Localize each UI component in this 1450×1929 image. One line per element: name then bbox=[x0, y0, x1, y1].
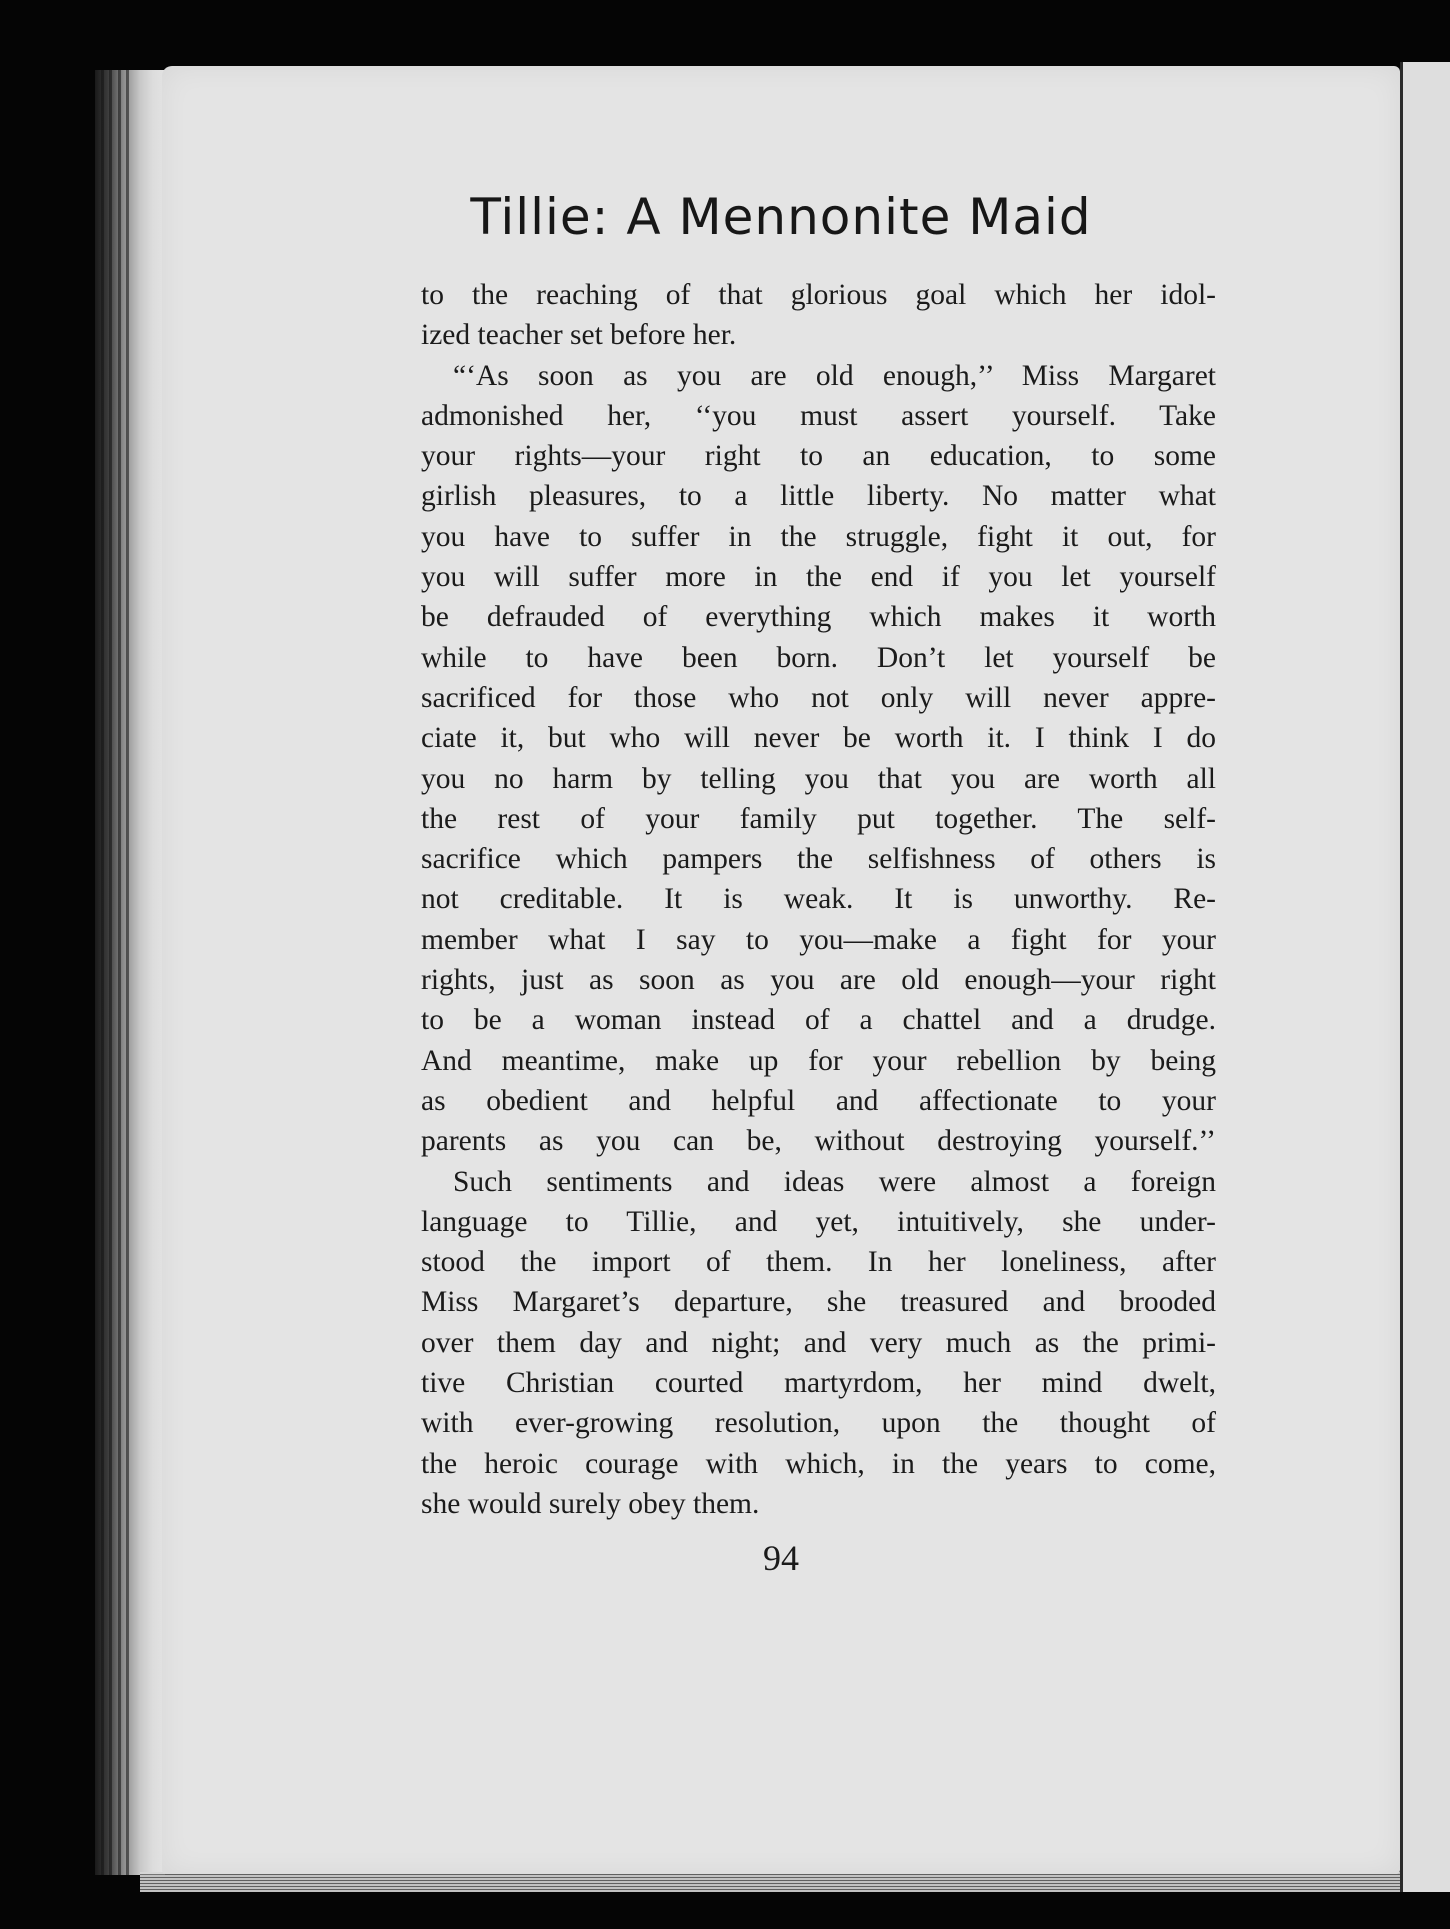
text-line: to the reaching of that glorious goal which her idol- bbox=[421, 279, 1216, 311]
text-line: “‘As soon as you are old enough,’’ Miss Margaret bbox=[453, 359, 1216, 392]
text-line: the rest of your family put together. The self- bbox=[421, 802, 1216, 835]
binding-stripe bbox=[109, 70, 112, 1875]
text-line: girlish pleasures, to a little liberty. No matter what bbox=[421, 480, 1216, 513]
text-line: rights, just as soon as you are old enough—your right bbox=[421, 964, 1216, 997]
running-head: Tillie: A Mennonite Maid bbox=[470, 188, 1092, 246]
binding-stripe bbox=[118, 70, 121, 1875]
body-text bbox=[421, 275, 1216, 1524]
text-line: as obedient and helpful and affectionate to your bbox=[421, 1084, 1216, 1117]
text-line: member what I say to you—make a fight for your bbox=[421, 923, 1216, 956]
book-binding bbox=[95, 70, 165, 1875]
text-line: And meantime, make up for your rebellion by being bbox=[421, 1044, 1216, 1077]
text-line: Such sentiments and ideas were almost a foreign bbox=[453, 1165, 1216, 1198]
text-line: tive Christian courted martyrdom, her mind dwelt, bbox=[421, 1367, 1216, 1400]
text-line: the heroic courage with which, in the years to come, bbox=[421, 1447, 1216, 1480]
text-line: be defrauded of everything which makes it worth bbox=[421, 601, 1216, 634]
text-line: she would surely obey them. bbox=[421, 1487, 760, 1520]
text-line: while to have been born. Don’t let yourself be bbox=[421, 641, 1216, 674]
text-line: to be a woman instead of a chattel and a drudge. bbox=[421, 1004, 1216, 1037]
text-line: parents as you can be, without destroying yourself.’’ bbox=[421, 1125, 1216, 1158]
text-line: over them day and night; and very much as the primi- bbox=[421, 1326, 1216, 1359]
text-line: you will suffer more in the end if you let yourself bbox=[421, 561, 1216, 594]
text-line: stood the import of them. In her loneliness, after bbox=[421, 1246, 1216, 1279]
text-line: you have to suffer in the struggle, fight it out, for bbox=[421, 520, 1216, 553]
binding-stripe bbox=[126, 70, 129, 1875]
text-line: sacrifice which pampers the selfishness of others is bbox=[421, 843, 1216, 876]
adjacent-page bbox=[1400, 62, 1450, 1892]
text-line: Miss Margaret’s departure, she treasured and brooded bbox=[421, 1286, 1216, 1319]
binding-stripe bbox=[101, 70, 104, 1875]
page-edges bbox=[140, 1872, 1410, 1892]
text-line: admonished her, ‘‘you must assert yourself. Take bbox=[421, 399, 1216, 432]
page-number: 94 bbox=[763, 1538, 799, 1578]
text-line: with ever-growing resolution, upon the thought of bbox=[421, 1407, 1216, 1440]
text-line: ciate it, but who will never be worth it. I think I do bbox=[421, 722, 1216, 755]
text-line: sacrificed for those who not only will never appre- bbox=[421, 681, 1216, 714]
text-line: ized teacher set before her. bbox=[421, 319, 737, 352]
text-line: language to Tillie, and yet, intuitively, she under- bbox=[421, 1205, 1216, 1238]
text-line: your rights—your right to an education, to some bbox=[421, 440, 1216, 473]
text-line: not creditable. It is weak. It is unworthy. Re- bbox=[421, 883, 1216, 916]
text-line: you no harm by telling you that you are worth all bbox=[421, 762, 1216, 795]
